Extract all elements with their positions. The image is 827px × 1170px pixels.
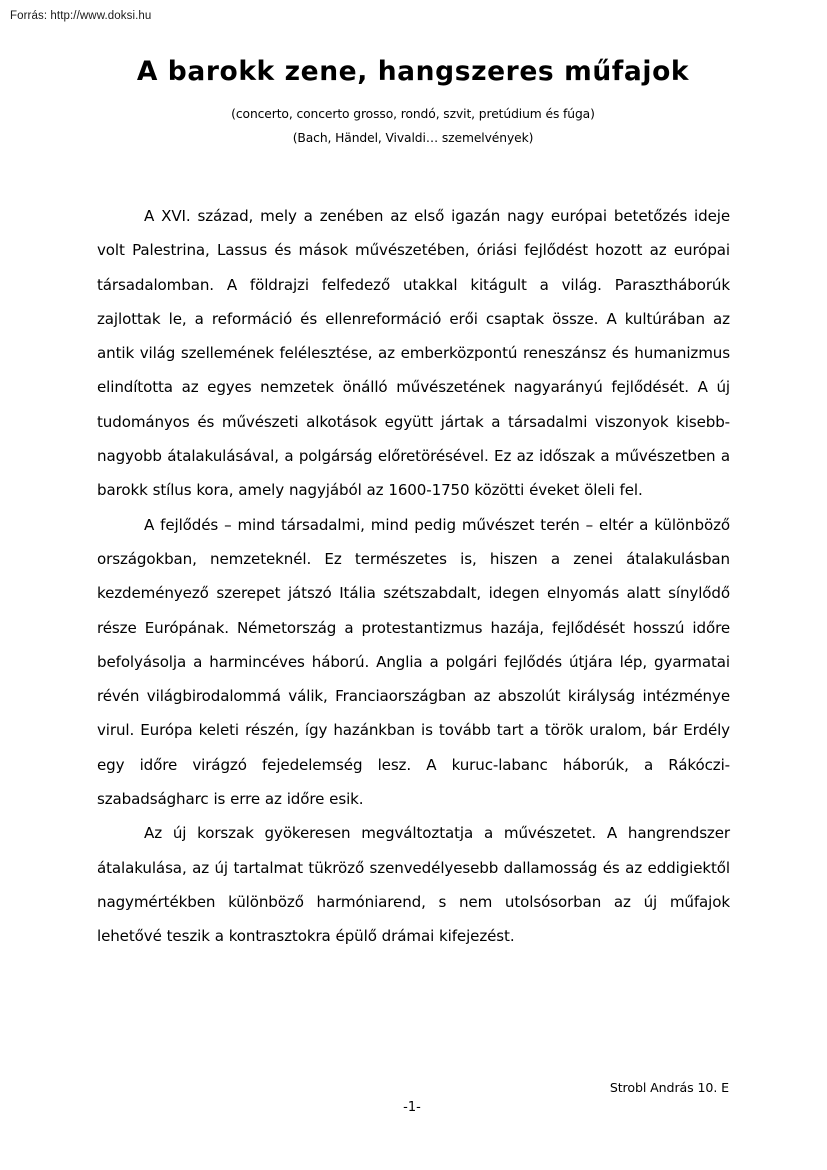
subtitle-genres: (concerto, concerto grosso, rondó, szvit, pretúdium és fúga) [231,107,595,121]
page-title: A barokk zene, hangszeres műfajok [136,56,690,87]
subtitle-composers: (Bach, Händel, Vivaldi… szemelvények) [292,131,534,145]
paragraph: A fejlődés – mind társadalmi, mind pedig művészet terén – eltér a különböző országokban, nemzeteknél. Ez természetes is, hiszen a zenei átalakulásban kezdeményező szerepet játszó Itália szétszabdalt, idegen elnyomás alatt sínylődő része Európának. Németország a protestantizmus hazája, fejlődését hosszú időre befolyásolja a harmincéves háború. Anglia a polgári fejlődés útjára lép, gyarmatai révén világbirodalommá válik, Franciaországban az abszolút királyság intézménye virul. Európa keleti részén, így hazánkban is tovább tart a török uralom, bár Erdély egy időre virágzó fejedelemség lesz. A kuruc-labanc háborúk, a Rákóczi-szabadságharc is erre az időre esik. [97,515,730,809]
paragraph: A XVI. század, mely a zenében az első igazán nagy európai betetőzés ideje volt Palestrina, Lassus és mások művészetében, óriási fejlődést hozott az európai társadalomban. A földrajzi felfedező utakkal kitágult a világ. Parasztháborúk zajlottak le, a reformáció és ellenreformáció erői csaptak össze. A kultúrában az antik világ szellemének felélesztése, az emberközpontú reneszánsz és humanizmus elindította az egyes nemzetek önálló művészetének nagyarányú fejlődését. A új tudományos és művészeti alkotások együtt jártak a társadalmi viszonyok kisebb-nagyobb átalakulásával, a polgárság előretörésével. Ez az időszak a művészetben a barokk stílus kora, amely nagyjából az 1600-1750 közötti éveket öleli fel. [97,207,730,500]
paragraph: Az új korszak gyökeresen megváltoztatja a művészetet. A hangrendszer átalakulása, az új tartalmat tükröző szenvedélyesebb dallamosság és az eddigiektől nagymértékben különböző harmóniarend, s nem utolsósorban az új műfajok lehetővé teszik a kontrasztokra épülő drámai kifejezést. [97,824,730,946]
title-block [97,56,729,150]
footer-author: Strobl András 10. E [609,1080,729,1095]
source-url-header: Forrás: http://www.doksi.hu [10,10,152,22]
footer-page-number: -1- [403,1100,421,1115]
body-copy [97,199,730,954]
